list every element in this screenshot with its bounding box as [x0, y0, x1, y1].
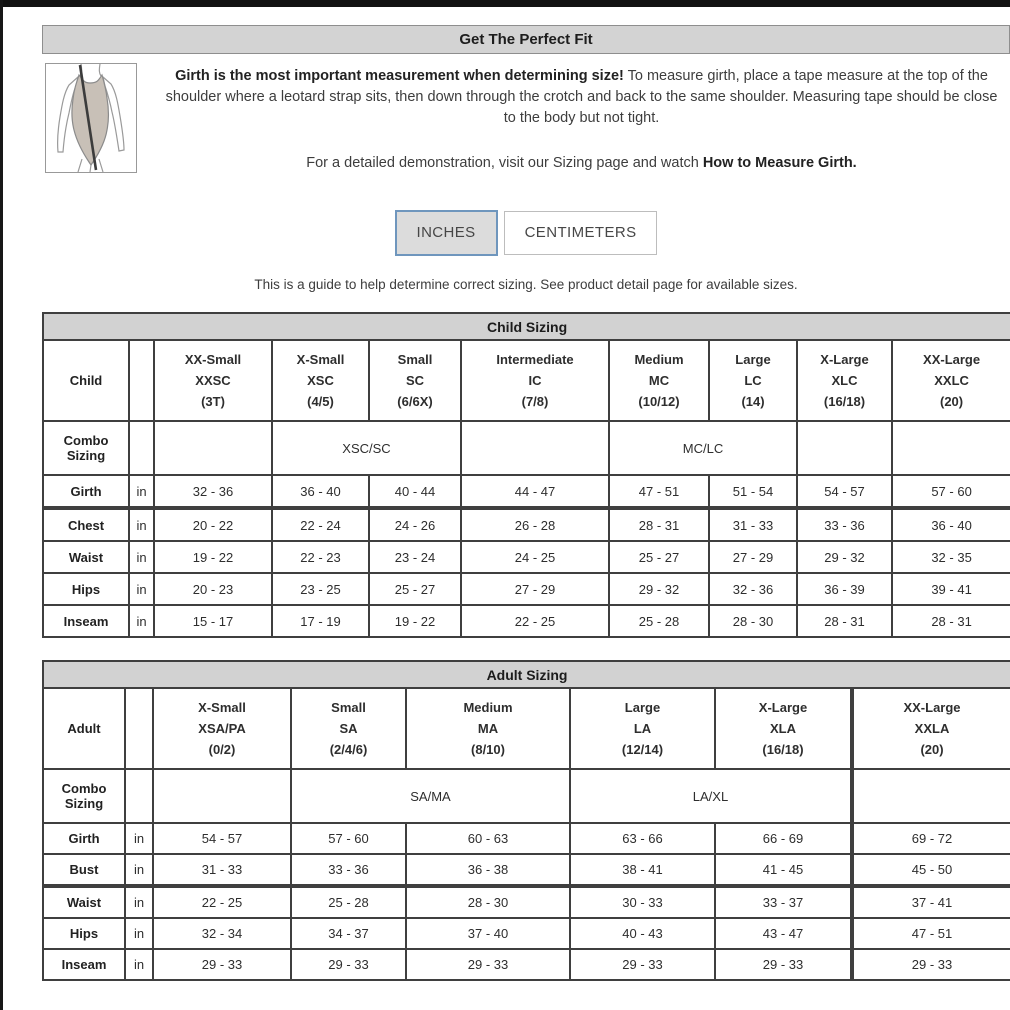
size-code: XLA — [770, 721, 796, 736]
size-name: Small — [331, 700, 366, 715]
unit-cell: in — [125, 854, 153, 886]
sizing-guide-page — [42, 7, 1010, 981]
empty-cell — [461, 421, 609, 475]
value-cell: 28 - 31 — [609, 508, 709, 541]
empty-cell — [154, 421, 272, 475]
value-cell: 38 - 41 — [570, 854, 715, 886]
value-cell: 69 - 72 — [852, 823, 1010, 854]
size-name: Medium — [463, 700, 513, 715]
value-cell: 40 - 43 — [570, 918, 715, 949]
size-col-xx-large — [892, 340, 1010, 421]
value-cell: 20 - 22 — [154, 508, 272, 541]
size-name: Intermediate — [496, 352, 574, 367]
unit-toggle — [42, 210, 1010, 256]
value-cell: 17 - 19 — [272, 605, 369, 637]
row-label: Hips — [43, 918, 125, 949]
row-label: Girth — [43, 475, 129, 508]
value-cell: 32 - 34 — [153, 918, 291, 949]
value-cell: 66 - 69 — [715, 823, 852, 854]
page-title: Get The Perfect Fit — [42, 25, 1010, 54]
size-code: XXLC — [934, 373, 969, 388]
size-range: (16/18) — [762, 742, 804, 757]
empty-cell — [852, 769, 1010, 823]
value-cell: 51 - 54 — [709, 475, 797, 508]
size-range: (7/8) — [521, 394, 549, 409]
size-col-large — [709, 340, 797, 421]
combo-sizing-header: Combo Sizing — [43, 421, 129, 475]
value-cell: 25 - 27 — [369, 573, 461, 605]
size-code: XXSC — [195, 373, 231, 388]
size-code: SC — [405, 373, 425, 388]
value-cell: 60 - 63 — [406, 823, 570, 854]
size-col-x-large — [797, 340, 892, 421]
value-cell: 23 - 25 — [272, 573, 369, 605]
size-name: XX-Small — [184, 352, 242, 367]
size-range: (16/18) — [823, 394, 866, 409]
value-cell: 29 - 32 — [797, 541, 892, 573]
size-range: (6/6X) — [397, 394, 433, 409]
size-range: (12/14) — [621, 742, 664, 757]
size-col-small — [369, 340, 461, 421]
centimeters-button[interactable]: CENTIMETERS — [504, 211, 658, 255]
size-code: SA — [339, 721, 358, 736]
table-row-hips — [43, 573, 1010, 605]
table-row-waist — [43, 541, 1010, 573]
size-col-xx-large — [852, 688, 1010, 769]
row-label: Chest — [43, 508, 129, 541]
demo-line — [161, 153, 1002, 174]
unit-cell: in — [129, 475, 154, 508]
value-cell: 27 - 29 — [709, 541, 797, 573]
combo-mc-lc: MC/LC — [609, 421, 797, 475]
value-cell: 29 - 33 — [406, 949, 570, 980]
value-cell: 36 - 38 — [406, 854, 570, 886]
value-cell: 28 - 30 — [406, 886, 570, 918]
row-label: Inseam — [43, 949, 125, 980]
girth-instructions — [137, 63, 1010, 174]
empty-cell — [129, 421, 154, 475]
size-name: X-Small — [198, 700, 246, 715]
size-col-medium — [609, 340, 709, 421]
value-cell: 33 - 36 — [291, 854, 406, 886]
value-cell: 28 - 31 — [797, 605, 892, 637]
unit-column-header — [125, 688, 153, 769]
value-cell: 63 - 66 — [570, 823, 715, 854]
child-sizing-table — [42, 312, 1010, 638]
value-cell: 47 - 51 — [609, 475, 709, 508]
size-col-x-small — [153, 688, 291, 769]
value-cell: 33 - 37 — [715, 886, 852, 918]
unit-cell: in — [129, 573, 154, 605]
value-cell: 25 - 28 — [609, 605, 709, 637]
unit-cell: in — [129, 605, 154, 637]
adult-table-header-row — [43, 688, 1010, 769]
size-name: X-Large — [820, 352, 869, 367]
unit-cell: in — [125, 949, 153, 980]
size-range: (20) — [940, 394, 964, 409]
table-row-bust — [43, 854, 1010, 886]
value-cell: 19 - 22 — [369, 605, 461, 637]
combo-la-xl: LA/XL — [570, 769, 852, 823]
size-range: (3T) — [201, 394, 225, 409]
value-cell: 31 - 33 — [709, 508, 797, 541]
value-cell: 28 - 31 — [892, 605, 1010, 637]
row-label: Waist — [43, 541, 129, 573]
value-cell: 23 - 24 — [369, 541, 461, 573]
value-cell: 37 - 41 — [852, 886, 1010, 918]
child-row-header: Child — [43, 340, 129, 421]
size-col-large — [570, 688, 715, 769]
value-cell: 32 - 35 — [892, 541, 1010, 573]
size-range: (14) — [741, 394, 765, 409]
size-name: XX-Large — [923, 352, 981, 367]
value-cell: 40 - 44 — [369, 475, 461, 508]
unit-cell: in — [125, 886, 153, 918]
leotard-diagram-icon — [46, 64, 136, 172]
size-code: XLC — [831, 373, 858, 388]
value-cell: 29 - 32 — [609, 573, 709, 605]
value-cell: 28 - 30 — [709, 605, 797, 637]
table-row-girth — [43, 475, 1010, 508]
size-range: (20) — [920, 742, 944, 757]
size-code: MC — [648, 373, 670, 388]
child-table-title-row — [43, 313, 1010, 340]
size-code: LC — [744, 373, 762, 388]
child-combo-row — [43, 421, 1010, 475]
value-cell: 36 - 40 — [272, 475, 369, 508]
value-cell: 22 - 23 — [272, 541, 369, 573]
value-cell: 29 - 33 — [715, 949, 852, 980]
value-cell: 36 - 39 — [797, 573, 892, 605]
value-cell: 57 - 60 — [291, 823, 406, 854]
intro-section — [42, 63, 1010, 174]
value-cell: 30 - 33 — [570, 886, 715, 918]
table-row-inseam — [43, 949, 1010, 980]
size-name: Medium — [634, 352, 684, 367]
size-range: (4/5) — [307, 394, 334, 409]
value-cell: 24 - 26 — [369, 508, 461, 541]
value-cell: 47 - 51 — [852, 918, 1010, 949]
row-label: Bust — [43, 854, 125, 886]
size-name: X-Small — [296, 352, 345, 367]
size-code: MA — [477, 721, 499, 736]
value-cell: 20 - 23 — [154, 573, 272, 605]
unit-column-header — [129, 340, 154, 421]
child-table-header-row — [43, 340, 1010, 421]
inches-button[interactable]: INCHES — [395, 210, 498, 256]
size-code: IC — [528, 373, 542, 388]
unit-cell: in — [129, 508, 154, 541]
size-col-xx-small — [154, 340, 272, 421]
value-cell: 24 - 25 — [461, 541, 609, 573]
girth-paragraph — [161, 66, 1002, 129]
size-code: XXLA — [914, 721, 950, 736]
value-cell: 41 - 45 — [715, 854, 852, 886]
value-cell: 54 - 57 — [153, 823, 291, 854]
value-cell: 36 - 40 — [892, 508, 1010, 541]
girth-measurement-illustration — [45, 63, 137, 173]
value-cell: 19 - 22 — [154, 541, 272, 573]
value-cell: 29 - 33 — [291, 949, 406, 980]
window-left-edge — [0, 0, 3, 1010]
row-label: Inseam — [43, 605, 129, 637]
empty-cell — [153, 769, 291, 823]
demo-line-prefix: For a detailed demonstration, visit our Sizing page and watch — [306, 155, 703, 171]
table-row-chest — [43, 508, 1010, 541]
adult-combo-row — [43, 769, 1010, 823]
empty-cell — [892, 421, 1010, 475]
value-cell: 34 - 37 — [291, 918, 406, 949]
value-cell: 26 - 28 — [461, 508, 609, 541]
value-cell: 31 - 33 — [153, 854, 291, 886]
table-row-hips — [43, 918, 1010, 949]
row-label: Hips — [43, 573, 129, 605]
child-table-title: Child Sizing — [43, 313, 1010, 340]
value-cell: 43 - 47 — [715, 918, 852, 949]
adult-row-header: Adult — [43, 688, 125, 769]
unit-cell: in — [125, 823, 153, 854]
size-name: X-Large — [758, 700, 808, 715]
table-row-girth — [43, 823, 1010, 854]
size-name: Large — [624, 700, 661, 715]
value-cell: 15 - 17 — [154, 605, 272, 637]
combo-sizing-header: Combo Sizing — [43, 769, 125, 823]
row-label: Girth — [43, 823, 125, 854]
demo-line-bold: How to Measure Girth. — [702, 155, 857, 171]
size-range: (8/10) — [471, 742, 505, 757]
value-cell: 54 - 57 — [797, 475, 892, 508]
size-col-x-small — [272, 340, 369, 421]
size-range: (2/4/6) — [329, 742, 368, 757]
value-cell: 29 - 33 — [153, 949, 291, 980]
adult-sizing-table — [42, 660, 1010, 981]
value-cell: 57 - 60 — [892, 475, 1010, 508]
size-name: Small — [397, 352, 433, 367]
window-top-edge — [0, 0, 1010, 7]
girth-paragraph-rest: To measure girth, place a tape measure at the top of the shoulder where a leotard strap sits, then down through the crotch and back to the same shoulder. Measuring tape should be close to the body but not tight. — [165, 68, 998, 126]
value-cell: 25 - 27 — [609, 541, 709, 573]
value-cell: 33 - 36 — [797, 508, 892, 541]
size-range: (10/12) — [638, 394, 680, 409]
row-label: Waist — [43, 886, 125, 918]
unit-cell: in — [129, 541, 154, 573]
adult-table-title-row — [43, 661, 1010, 688]
value-cell: 39 - 41 — [892, 573, 1010, 605]
value-cell: 29 - 33 — [852, 949, 1010, 980]
table-row-waist — [43, 886, 1010, 918]
value-cell: 22 - 25 — [461, 605, 609, 637]
girth-paragraph-bold: Girth is the most important measurement when determining size! — [175, 68, 624, 84]
size-name: XX-Large — [903, 700, 961, 715]
size-code: XSC — [307, 373, 334, 388]
value-cell: 32 - 36 — [709, 573, 797, 605]
adult-table-title: Adult Sizing — [43, 661, 1010, 688]
unit-cell: in — [125, 918, 153, 949]
sizing-note: This is a guide to help determine correct sizing. See product detail page for available sizes. — [254, 277, 798, 292]
combo-xsc-sc: XSC/SC — [272, 421, 461, 475]
value-cell: 22 - 24 — [272, 508, 369, 541]
value-cell: 45 - 50 — [852, 854, 1010, 886]
value-cell: 25 - 28 — [291, 886, 406, 918]
size-col-intermediate — [461, 340, 609, 421]
empty-cell — [125, 769, 153, 823]
size-col-x-large — [715, 688, 852, 769]
table-row-inseam — [43, 605, 1010, 637]
combo-sa-ma: SA/MA — [291, 769, 570, 823]
value-cell: 32 - 36 — [154, 475, 272, 508]
value-cell: 37 - 40 — [406, 918, 570, 949]
size-col-small — [291, 688, 406, 769]
size-range: (0/2) — [208, 742, 236, 757]
size-code: LA — [633, 721, 652, 736]
value-cell: 44 - 47 — [461, 475, 609, 508]
size-col-medium — [406, 688, 570, 769]
value-cell: 22 - 25 — [153, 886, 291, 918]
size-name: Large — [735, 352, 771, 367]
empty-cell — [797, 421, 892, 475]
value-cell: 27 - 29 — [461, 573, 609, 605]
value-cell: 29 - 33 — [570, 949, 715, 980]
size-code: XSA/PA — [198, 721, 246, 736]
